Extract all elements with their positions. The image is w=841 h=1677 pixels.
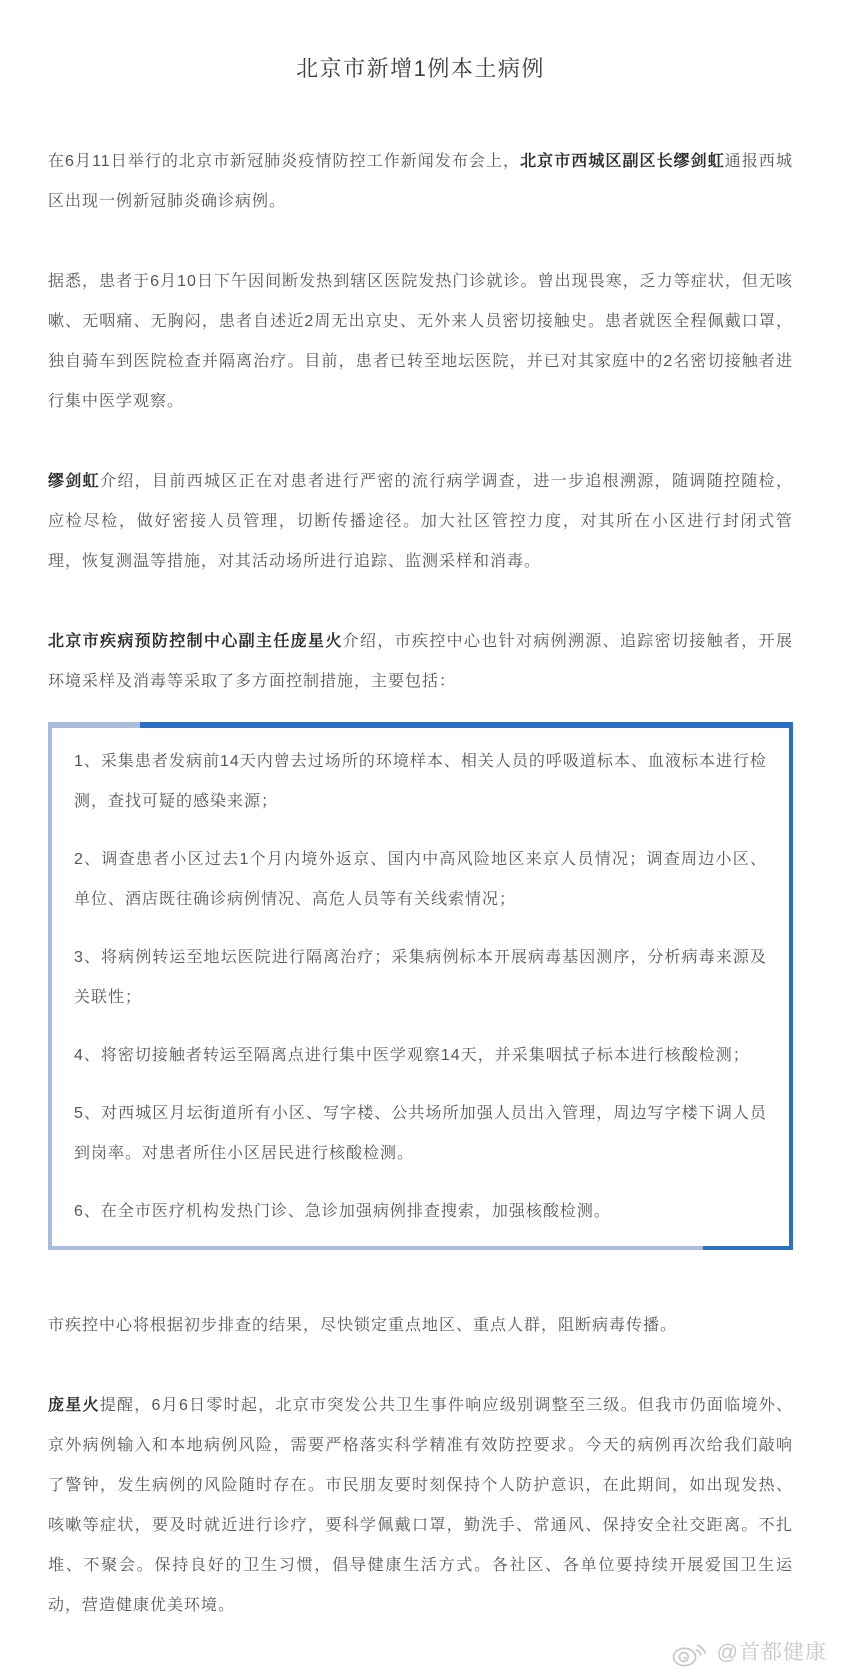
watermark-handle: @首都健康 <box>716 1640 827 1664</box>
text-segment: 介绍，市疾控中心也针对病例溯源、追踪密切接触者，开展环境采样及消毒等采取了多方面控制措施，主要包括： <box>48 633 793 690</box>
reminder-paragraph <box>48 1386 793 1626</box>
text-segment: 市疾控中心将根据初步排查的结果，尽快锁定重点地区、重点人群，阻断病毒传播。 <box>48 1317 678 1334</box>
pangxinghuo-intro-paragraph <box>48 622 793 702</box>
box-border-top-left-segment <box>48 722 140 728</box>
bold-text-segment: 北京市西城区副区长缪剑虹 <box>520 153 725 170</box>
weibo-icon <box>671 1635 711 1669</box>
measure-item: 4、将密切接触者转运至隔离点进行集中医学观察14天，并采集咽拭子标本进行核酸检测； <box>74 1047 750 1064</box>
bold-text-segment: 缪剑虹 <box>48 473 100 490</box>
measure-item: 3、将病例转运至地坛医院进行隔离治疗；采集病例标本开展病毒基因测序，分析病毒来源及关联性； <box>74 949 767 1006</box>
text-segment: 通报西城区出现一例新冠肺炎确诊病例。 <box>48 153 793 210</box>
bold-text-segment: 庞星火 <box>48 1397 100 1414</box>
measure-item: 5、对西城区月坛街道所有小区、写字楼、公共场所加强人员出入管理，周边写字楼下调人员到岗率。对患者所住小区居民进行核酸检测。 <box>74 1105 767 1162</box>
text-segment: 提醒，6月6日零时起，北京市突发公共卫生事件响应级别调整至三级。但我市仍面临境外、京外病例输入和本地病例风险，需要严格落实科学精准有效防控要求。今天的病例再次给我们敲响了警钟，发生病例的风险随时存在。市民朋友要时刻保持个人防护意识，在此期间，如出现发热、咳嗽等症状，要及时就近进行诊疗，要科学佩戴口罩，勤洗手、常通风、保持安全社交距离。不扎堆、不聚会。保持良好的卫生习惯，倡导健康生活方式。各社区、各单位要持续开展爱国卫生运动，营造健康优美环境。 <box>48 1397 793 1614</box>
article-title: 北京市新增1例本土病例 <box>296 56 545 81</box>
bold-text-segment: 北京市疾病预防控制中心副主任庞星火 <box>48 633 343 650</box>
measure-item: 2、调查患者小区过去1个月内境外返京、国内中高风险地区来京人员情况；调查周边小区、单位、酒店既往确诊病例情况、高危人员等有关线索情况； <box>74 851 767 908</box>
watermark <box>671 1635 827 1669</box>
miaojianhong-paragraph <box>48 462 793 582</box>
control-measures-box <box>48 722 793 1250</box>
text-segment: 介绍，目前西城区正在对患者进行严密的流行病学调查，进一步追根溯源，随调随控随检，应检尽检，做好密接人员管理，切断传播途径。加大社区管控力度，对其所在小区进行封闭式管理，恢复测温等措施，对其活动场所进行追踪、监测采样和消毒。 <box>48 473 793 570</box>
text-segment: 在6月11日举行的北京市新冠肺炎疫情防控工作新闻发布会上， <box>48 153 521 170</box>
intro-paragraph <box>48 142 793 222</box>
text-segment: 据悉，患者于6月10日下午因间断发热到辖区医院发热门诊就诊。曾出现畏寒，乏力等症状，但无咳嗽、无咽痛、无胸闷，患者自述近2周无出京史、无外来人员密切接触史。患者就医全程佩戴口罩，独自骑车到医院检查并隔离治疗。目前，患者已转至地坛医院，并已对其家庭中的2名密切接触者进行集中医学观察。 <box>48 273 793 410</box>
article-body <box>48 142 793 1626</box>
cdc-followup-paragraph <box>48 1306 793 1346</box>
case-details-paragraph <box>48 262 793 422</box>
measure-item: 1、采集患者发病前14天内曾去过场所的环境样本、相关人员的呼吸道标本、血液标本进行检测，查找可疑的感染来源； <box>74 753 767 810</box>
measure-item: 6、在全市医疗机构发热门诊、急诊加强病例排查搜索，加强核酸检测。 <box>74 1203 611 1220</box>
box-border-bottom-right-segment <box>703 1246 793 1250</box>
